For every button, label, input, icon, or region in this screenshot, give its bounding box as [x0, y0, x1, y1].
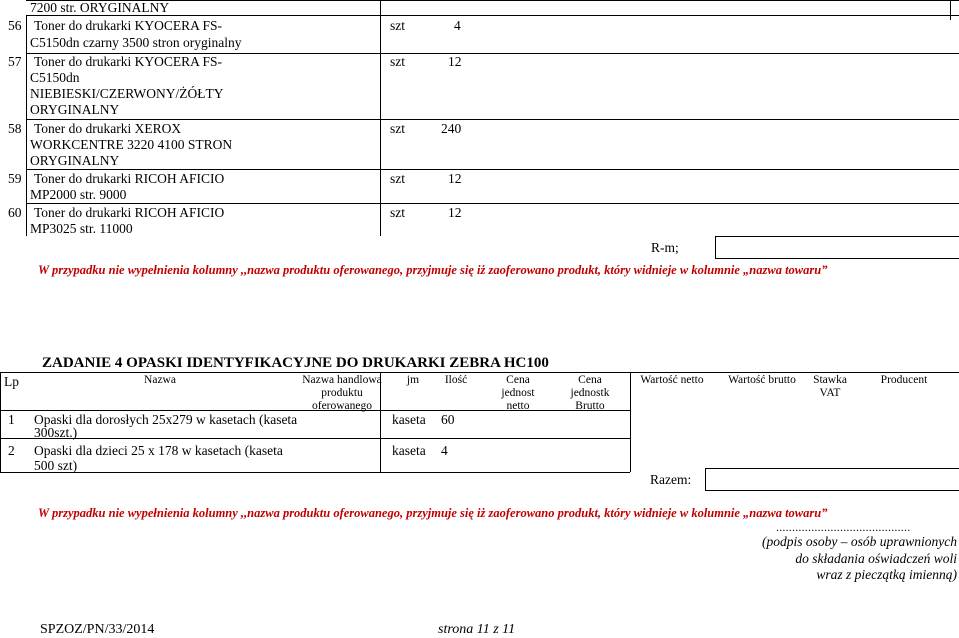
header-jm: jm	[406, 374, 420, 386]
row-name-line: MP3025 str. 11000	[30, 221, 133, 236]
row-name-line: Toner do drukarki RICOH AFICIO	[34, 205, 225, 220]
continuation-text: 7200 str. ORYGINALNY	[30, 0, 170, 15]
task-row-jm: kaseta	[392, 443, 426, 458]
row-name-line: C5150dn czarny 3500 stron oryginalny	[30, 35, 242, 50]
sum-label: R-m;	[651, 240, 679, 255]
row-jm: szt	[390, 205, 405, 220]
footer-doc-id: SPZOZ/PN/33/2014	[40, 622, 155, 637]
row-qty: 240	[441, 121, 462, 136]
header-net-value: Wartość netto	[640, 374, 704, 386]
row-jm: szt	[390, 121, 405, 136]
row-lp: 58	[8, 121, 22, 136]
note-text: W przypadku nie wypełnienia kolumny ,,nazwa produktu oferowanego, przyjmuje się iż zaoferowano produkt, który widnieje w kolumnie „nazwa towaru”	[38, 506, 828, 520]
header-lp: Lp	[4, 374, 19, 389]
task-row-qty: 60	[441, 412, 455, 427]
task-row-lp: 1	[8, 412, 15, 427]
task-row-qty: 4	[441, 443, 448, 458]
row-name-line: Toner do drukarki KYOCERA FS-	[34, 54, 223, 69]
header-name: Nazwa	[144, 374, 176, 386]
task-title: ZADANIE 4 OPASKI IDENTYFIKACYJNE DO DRUKARKI ZEBRA HC100	[42, 355, 549, 371]
header-vat: Stawka VAT	[813, 374, 847, 399]
row-jm: szt	[390, 18, 405, 33]
signature-dots: ..........................................	[776, 520, 911, 534]
row-name-line: Toner do drukarki RICOH AFICIO	[34, 171, 225, 186]
row-lp: 59	[8, 171, 22, 186]
signature-line: wraz z pieczątką imienną)	[816, 567, 957, 582]
signature-line: do składania oświadczeń woli	[795, 551, 957, 566]
header-qty: Ilość	[444, 374, 468, 386]
row-name-line: C5150dn	[30, 70, 80, 85]
header-net-price: Cena jednost netto	[501, 374, 535, 412]
row-name-line: WORKCENTRE 3220 4100 STRON	[30, 137, 233, 152]
header-producer: Producent	[880, 374, 928, 386]
sum-label: Razem:	[650, 472, 692, 487]
header-gross-price: Cena jednostk Brutto	[570, 374, 610, 412]
header-trade-name: Nazwa handlowa produktu oferowanego	[302, 374, 382, 412]
note-text: W przypadku nie wypełnienia kolumny ,,nazwa produktu oferowanego, przyjmuje się iż zaoferowano produkt, który widnieje w kolumnie „nazwa towaru”	[38, 263, 828, 277]
row-lp: 56	[8, 18, 22, 33]
row-name-line: Toner do drukarki KYOCERA FS-	[34, 18, 223, 33]
signature-line: (podpis osoby – osób uprawnionych	[762, 534, 957, 549]
task-row-name-line: Opaski dla dzieci 25 x 178 w kasetach (kaseta	[34, 443, 283, 458]
row-name-line: MP2000 str. 9000	[30, 187, 127, 202]
footer-page-number: strona 11 z 11	[438, 622, 516, 637]
row-name-line: ORYGINALNY	[30, 102, 120, 117]
row-lp: 57	[8, 54, 22, 69]
row-qty: 4	[454, 18, 461, 33]
task-row-jm: kaseta	[392, 412, 426, 427]
row-name-line: Toner do drukarki XEROX	[34, 121, 182, 136]
row-qty: 12	[448, 171, 462, 186]
task-row-name-line: 300szt.)	[34, 425, 78, 440]
task-row-name-line: Opaski dla dorosłych 25x279 w kasetach (kaseta	[34, 412, 298, 427]
row-name-line: NIEBIESKI/CZERWONY/ŻÓŁTY	[30, 86, 224, 101]
task-row-lp: 2	[8, 443, 15, 458]
header-gross-value: Wartość brutto	[728, 374, 796, 386]
row-qty: 12	[448, 205, 462, 220]
row-lp: 60	[8, 205, 22, 220]
row-qty: 12	[448, 54, 462, 69]
row-jm: szt	[390, 54, 405, 69]
task-row-name-line: 500 szt)	[34, 458, 78, 473]
row-jm: szt	[390, 171, 405, 186]
row-name-line: ORYGINALNY	[30, 153, 120, 168]
